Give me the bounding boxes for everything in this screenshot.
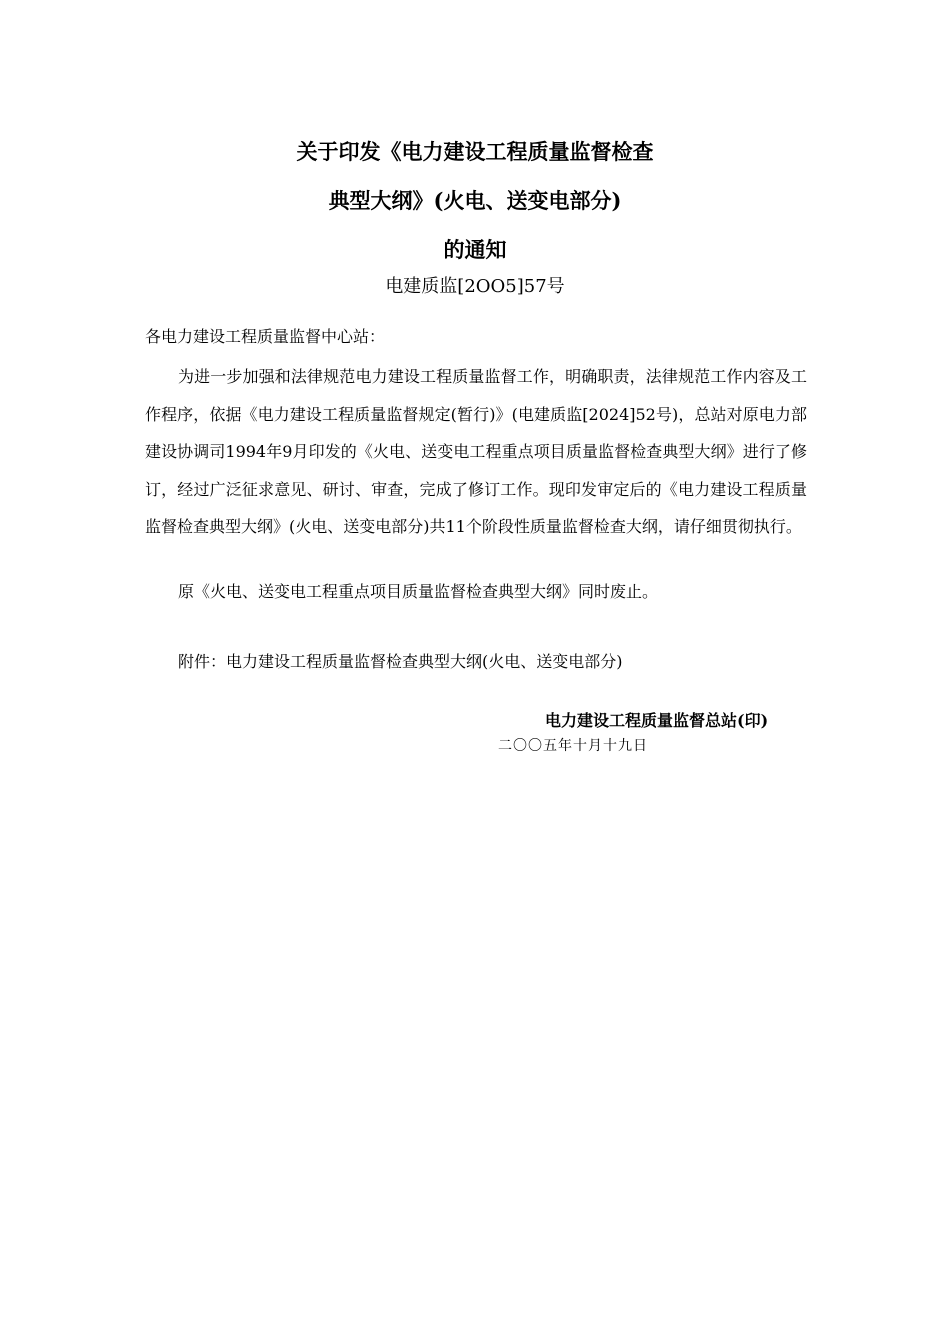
repeal-notice: 原《火电、送变电工程重点项目质量监督检查典型大纲》同时废止。	[178, 582, 659, 601]
title-line-2: 典型大纲》(火电、送变电部分)	[328, 188, 622, 213]
body-paragraph: 为进一步加强和法律规范电力建设工程质量监督工作，明确职责，法律规范工作内容及工作程序，依据《电力建设工程质量监督规定(暂行)》(电建质监[2024]52号)，总站对原电力部建设协调司1994年9月印发的《火电、送变电工程重点项目质量监督检查典型大纲》进行了修订，经过广泛征求意见、研讨、审查，完成了修订工作。现印发审定后的《电力建设工程质量监督检查典型大纲》(火电、送变电部分)共11个阶段性质量监督检查大纲，请仔细贯彻执行。	[145, 367, 807, 537]
addressee: 各电力建设工程质量监督中心站：	[145, 327, 386, 346]
title-line-1: 关于印发《电力建设工程质量监督检查	[296, 139, 654, 164]
document-number: 电建质监[2OO5]57号	[385, 276, 565, 297]
title-line-3: 的通知	[443, 237, 507, 262]
attachment-line: 附件：电力建设工程质量监督检查典型大纲(火电、送变电部分)	[178, 652, 623, 671]
issue-date: 二〇〇五年十月十九日	[498, 738, 648, 754]
issuer-signature: 电力建设工程质量监督总站(印)	[545, 711, 769, 730]
